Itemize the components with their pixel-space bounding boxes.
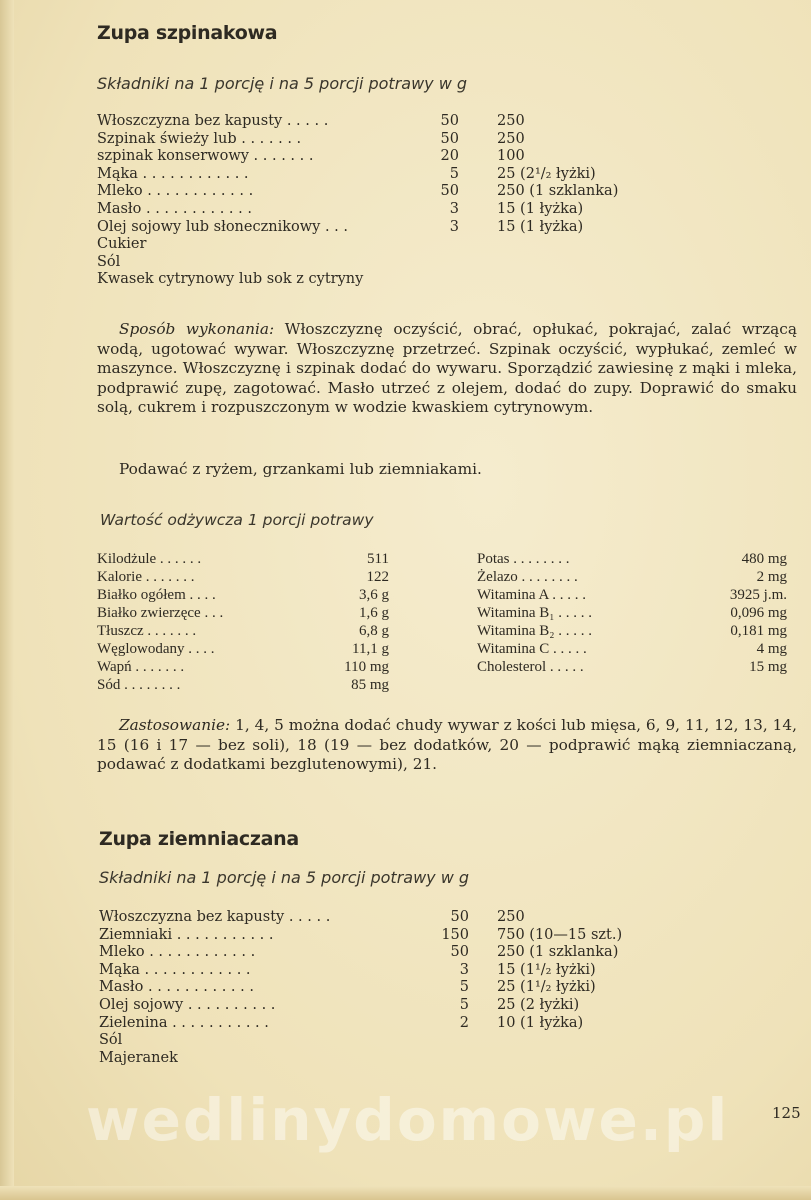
ingredient-row <box>99 1032 659 1050</box>
ingredient-row <box>97 166 657 184</box>
nutrition-row <box>477 550 802 568</box>
ingredient-row <box>97 236 657 254</box>
ingredient-qty-1-portion: 50 <box>440 113 459 129</box>
nutrient-value: 110 mg <box>344 659 389 675</box>
nutrition-row <box>477 622 802 640</box>
nutrition-row <box>477 568 802 586</box>
ingredient-name: Mąka . . . . . . . . . . . . <box>99 961 251 978</box>
ingredient-row <box>99 962 659 980</box>
usage-label: Zastosowanie: <box>119 716 231 734</box>
recipe1-title: Zupa szpinakowa <box>97 22 278 44</box>
ingredient-qty-5-portions: 250 (1 szklanka) <box>497 183 619 200</box>
ingredient-name: Sól <box>97 253 121 270</box>
nutrient-name: Witamina A . . . . . <box>477 587 586 603</box>
nutrient-name: Witamina B₁ . . . . . <box>477 605 593 621</box>
ingredient-row <box>99 997 659 1015</box>
usage-text: 1, 4, 5 można dodać chudy wywar z kości lub mięsa, 6, 9, 11, 12, 13, 14, 15 (16 i 17 — bez soli), 18 (19 — bez dodatków, 20 — podprawić mąką ziemniaczaną, podawać z dodatkami bezglutenowymi), 21. <box>97 716 797 773</box>
page-bottom-shadow <box>0 1186 811 1200</box>
recipe1-usage <box>97 716 797 775</box>
ingredient-name: Masło . . . . . . . . . . . . <box>97 200 252 217</box>
ingredient-row <box>97 219 657 237</box>
nutrient-value: 480 mg <box>741 551 787 567</box>
nutrition-row <box>97 640 397 658</box>
method-label: Sposób wykonania: <box>119 320 275 338</box>
ingredient-name: szpinak konserwowy . . . . . . . <box>97 148 314 165</box>
ingredient-name: Mąka . . . . . . . . . . . . <box>97 165 249 182</box>
ingredient-qty-5-portions: 250 (1 szklanka) <box>497 944 619 961</box>
nutrient-name: Sód . . . . . . . . <box>97 677 181 693</box>
recipe1-serving: Podawać z ryżem, grzankami lub ziemniakami. <box>119 460 482 478</box>
nutrient-value: 11,1 g <box>352 641 389 657</box>
ingredient-row <box>99 944 659 962</box>
nutrition-row <box>477 604 802 622</box>
ingredient-qty-1-portion: 50 <box>440 130 459 147</box>
nutrition-left-column <box>97 550 397 694</box>
nutrient-name: Węglowodany . . . . <box>97 641 215 657</box>
ingredient-row <box>97 254 657 272</box>
nutrient-value: 6,8 g <box>359 623 389 639</box>
nutrient-value: 2 mg <box>756 569 787 585</box>
ingredient-qty-1-portion: 5 <box>459 979 469 996</box>
nutrition-row <box>97 550 397 568</box>
recipe2-title: Zupa ziemniaczana <box>99 828 299 850</box>
ingredient-qty-5-portions: 250 <box>497 130 525 147</box>
ingredient-name: Cukier <box>97 236 147 253</box>
ingredient-qty-5-portions: 250 <box>497 113 525 129</box>
ingredient-name: Kwasek cytrynowy lub sok z cytryny <box>97 271 364 288</box>
ingredient-qty-5-portions: 25 (2¹/₂ łyżki) <box>497 165 596 182</box>
nutrition-row <box>97 622 397 640</box>
ingredient-row <box>97 201 657 219</box>
ingredient-qty-5-portions: 15 (1 łyżka) <box>497 218 584 235</box>
ingredient-qty-1-portion: 3 <box>449 200 459 217</box>
ingredient-qty-5-portions: 100 <box>497 148 525 165</box>
ingredient-name: Włoszczyzna bez kapusty . . . . . <box>99 909 331 925</box>
nutrition-row <box>477 658 802 676</box>
recipe1-method <box>97 320 797 418</box>
watermark: wedlinydomowe.pl <box>86 1086 730 1154</box>
nutrient-value: 0,181 mg <box>730 623 787 639</box>
nutrient-name: Witamina B₂ . . . . . <box>477 623 593 639</box>
ingredient-qty-5-portions: 25 (1¹/₂ łyżki) <box>497 979 596 996</box>
ingredient-qty-1-portion: 5 <box>449 165 459 182</box>
ingredient-qty-1-portion: 150 <box>441 926 469 943</box>
ingredient-qty-1-portion: 50 <box>450 944 469 961</box>
recipe1-subtitle: Składniki na 1 porcję i na 5 porcji potrawy w g <box>97 74 468 93</box>
nutrient-name: Białko zwierzęce . . . <box>97 605 224 621</box>
nutrition-row <box>97 604 397 622</box>
nutrient-name: Żelazo . . . . . . . . <box>477 569 578 585</box>
ingredient-qty-1-portion: 3 <box>449 218 459 235</box>
page-number: 125 <box>772 1104 801 1122</box>
ingredient-qty-1-portion: 2 <box>459 1014 469 1031</box>
ingredient-name: Olej sojowy lub słonecznikowy . . . <box>97 218 348 235</box>
ingredient-name: Mleko . . . . . . . . . . . . <box>97 183 254 200</box>
nutrient-value: 1,6 g <box>359 605 389 621</box>
ingredient-qty-5-portions: 15 (1¹/₂ łyżki) <box>497 961 596 978</box>
ingredient-row <box>99 1050 659 1068</box>
ingredient-name: Włoszczyzna bez kapusty . . . . . <box>97 113 329 129</box>
nutrient-name: Wapń . . . . . . . <box>97 659 185 675</box>
ingredient-name: Sól <box>99 1032 123 1049</box>
ingredient-qty-1-portion: 5 <box>459 996 469 1013</box>
ingredient-row <box>97 271 657 289</box>
page-edge-shadow <box>0 0 14 1200</box>
ingredient-qty-5-portions: 750 (10—15 szt.) <box>497 926 623 943</box>
nutrient-name: Kilodżule . . . . . . <box>97 551 202 567</box>
ingredient-row <box>99 1015 659 1033</box>
ingredient-row <box>99 927 659 945</box>
nutrient-name: Tłuszcz . . . . . . . <box>97 623 197 639</box>
ingredient-qty-5-portions: 15 (1 łyżka) <box>497 200 584 217</box>
ingredient-name: Szpinak świeży lub . . . . . . . <box>97 130 302 147</box>
nutrition-row <box>97 658 397 676</box>
ingredient-qty-5-portions: 10 (1 łyżka) <box>497 1014 584 1031</box>
ingredient-name: Olej sojowy . . . . . . . . . . <box>99 996 276 1013</box>
ingredient-qty-1-portion: 20 <box>440 148 459 165</box>
recipe2-ingredients <box>99 909 659 1067</box>
ingredient-name: Masło . . . . . . . . . . . . <box>99 979 254 996</box>
ingredient-row <box>99 979 659 997</box>
nutrition-row <box>477 640 802 658</box>
nutrient-value: 3,6 g <box>359 587 389 603</box>
nutrient-value: 511 <box>367 551 389 567</box>
nutrient-name: Potas . . . . . . . . <box>477 551 570 567</box>
nutrient-name: Białko ogółem . . . . <box>97 587 216 603</box>
ingredient-row <box>99 909 659 927</box>
nutrition-row <box>97 568 397 586</box>
ingredient-qty-5-portions: 25 (2 łyżki) <box>497 996 580 1013</box>
nutrient-name: Kalorie . . . . . . . <box>97 569 195 585</box>
nutrition-row <box>97 676 397 694</box>
nutrient-value: 15 mg <box>749 659 787 675</box>
recipe2-subtitle: Składniki na 1 porcję i na 5 porcji potrawy w g <box>99 868 470 887</box>
ingredient-name: Majeranek <box>99 1049 178 1066</box>
ingredient-name: Zielenina . . . . . . . . . . . <box>99 1014 269 1031</box>
nutrition-row <box>97 586 397 604</box>
nutrient-name: Cholesterol . . . . . <box>477 659 584 675</box>
recipe1-ingredients <box>97 113 657 289</box>
method-text: Włoszczyznę oczyścić, obrać, opłukać, pokrajać, zalać wrzącą wodą, ugotować wywar. Włoszczyznę przetrzeć. Szpinak oczyścić, wypłukać, zemleć w maszynce. Włoszczyznę i szpinak dodać do wywaru. Sporządzić zawiesinę z mąki i mleka, podprawić zupę, zagotować. Masło utrzeć z olejem, dodać do zupy. Doprawić do smaku solą, cukrem i rozpuszczonym w wodzie kwaskiem cytrynowym. <box>97 320 797 416</box>
nutrition-right-column <box>477 550 802 676</box>
nutrient-value: 3925 j.m. <box>729 587 787 603</box>
ingredient-qty-1-portion: 50 <box>440 183 459 200</box>
ingredient-row <box>97 183 657 201</box>
nutrient-value: 4 mg <box>756 641 787 657</box>
nutrition-row <box>477 586 802 604</box>
ingredient-row <box>97 113 657 131</box>
ingredient-name: Ziemniaki . . . . . . . . . . . <box>99 926 274 943</box>
ingredient-qty-5-portions: 250 <box>497 909 525 925</box>
ingredient-qty-1-portion: 50 <box>450 909 469 925</box>
ingredient-row <box>97 148 657 166</box>
ingredient-name: Mleko . . . . . . . . . . . . <box>99 944 256 961</box>
nutrient-name: Witamina C . . . . . <box>477 641 587 657</box>
nutrient-value: 85 mg <box>351 677 389 693</box>
ingredient-row <box>97 131 657 149</box>
ingredient-qty-1-portion: 3 <box>459 961 469 978</box>
nutrient-value: 0,096 mg <box>730 605 787 621</box>
nutrition-title: Wartość odżywcza 1 porcji potrawy <box>100 511 374 529</box>
nutrient-value: 122 <box>366 569 389 585</box>
